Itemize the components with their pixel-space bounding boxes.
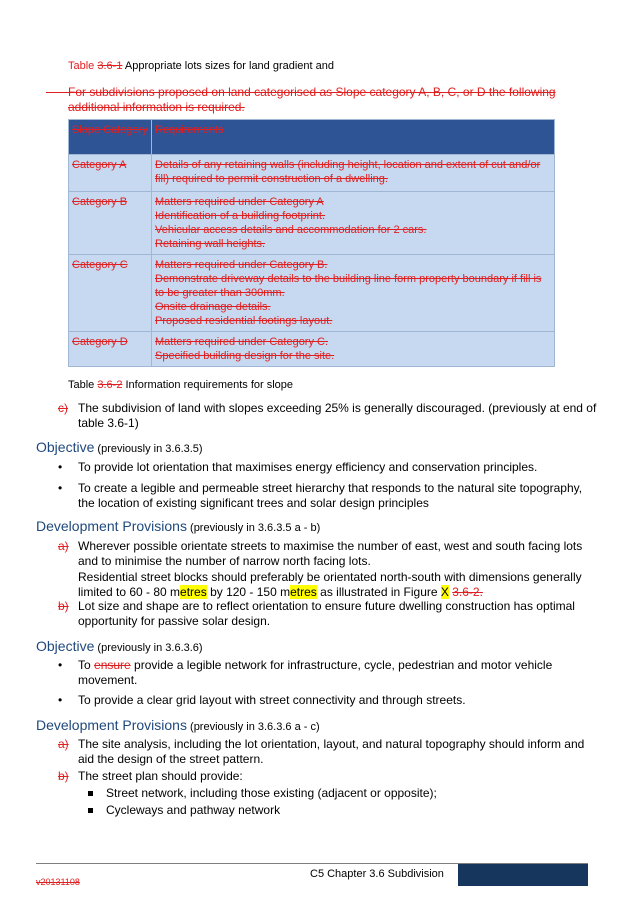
item-text: Lot size and shape are to reflect orientation to ensure future dwelling construction has optimal opportunity for passive solar design. [78, 599, 575, 628]
caption-number-deleted: 3.6-1 [97, 60, 123, 72]
caption-prefix: Table [68, 379, 98, 391]
text-span: provide a legible network for infrastructure, cycle, pedestrian and motor vehicle movement. [78, 658, 553, 687]
section-heading-development-provisions [36, 717, 320, 733]
sub-item-text: Street network, including those existing (adjacent or opposite); [106, 786, 437, 800]
table-row [69, 192, 555, 255]
item-text: The street plan should provide: [78, 769, 243, 783]
square-bullet-icon [88, 808, 93, 813]
table-row [69, 155, 555, 192]
table-cell-category: Category D [69, 332, 152, 367]
deleted-word: ensure [94, 658, 131, 672]
text-span: Residential street blocks should preferably be orientated north-south with dimensions generally limited to 60 - 80 m [78, 570, 582, 599]
heading-text: Objective [36, 638, 95, 654]
period-deleted: . [479, 585, 483, 599]
heading-text: Objective [36, 439, 95, 455]
table-cell-category: Category A [69, 155, 152, 192]
bullet-icon: • [58, 658, 63, 672]
requirement-line: Demonstrate driveway details to the building line form property boundary if fill is to be greater than 300mm. [155, 273, 542, 299]
heading-note: (previously in 3.6.3.6) [94, 642, 203, 654]
item-c-note: (previously at end of table 3.6-1) [78, 401, 597, 430]
list-letter-deleted: a) [58, 737, 69, 751]
requirement-line: Details of any retaining walls (including height, location and extent of cut and/or fill) required to permit construction of a dwelling. [155, 159, 541, 185]
requirement-line: Onsite drainage details. [155, 301, 271, 313]
caption-title: Information requirements for slope [122, 379, 294, 391]
item-text: Wherever possible orientate streets to maximise the number of east, west and south facing lots and to minimise the number of narrow north facing lots. [78, 539, 583, 568]
bullet-text: To provide lot orientation that maximises energy efficiency and conservation principles. [78, 460, 538, 474]
sub-item-text: Cycleways and pathway network [106, 803, 281, 817]
requirement-line: Matters required under Category C. [155, 336, 329, 348]
table-cell-requirements [152, 255, 555, 332]
list-letter-deleted: a) [58, 539, 69, 553]
table-header-category: Slope Category [69, 120, 152, 155]
slope-requirements-table [68, 119, 555, 367]
table-cell-requirements [152, 332, 555, 367]
caption-number-deleted: 3.6-2 [97, 379, 123, 391]
item-c-body: The subdivision of land with slopes exceeding 25% is generally discouraged. [78, 401, 489, 415]
bullet-text: To create a legible and permeable street hierarchy that responds to the natural site topography, the location of existing significant trees and solar design principles [78, 481, 583, 510]
item-c-text [78, 401, 598, 431]
text-span: as illustrated in [316, 585, 404, 599]
table-header-row [69, 120, 555, 155]
section-heading-objective [36, 439, 203, 455]
figure-reference: Figure [403, 585, 438, 599]
heading-note: (previously in 3.6.3.5 a - b) [186, 522, 321, 534]
text-span: To [78, 658, 95, 672]
table-cell-requirements [152, 192, 555, 255]
bullet-icon: • [58, 693, 63, 707]
bullet-text: To provide a clear grid layout with street connectivity and through streets. [78, 693, 466, 707]
heading-note: (previously in 3.6.3.6 a - c) [186, 721, 320, 733]
highlighted-text: etres [180, 585, 207, 599]
table-cell-category: Category B [69, 192, 152, 255]
requirement-line: Matters required under Category B. [155, 259, 328, 271]
section-heading-development-provisions [36, 518, 320, 534]
requirement-line: Retaining wall heights. [155, 238, 266, 250]
item-text [78, 570, 588, 600]
bullet-text [78, 658, 588, 688]
list-letter-deleted: c) [58, 401, 68, 415]
change-bar [46, 92, 68, 93]
requirement-line: Identification of a building footprint. [155, 210, 326, 222]
figure-number-deleted: 3.6-2 [452, 585, 480, 599]
list-letter-deleted: b) [58, 769, 69, 783]
requirement-line: Specified building design for the site. [155, 350, 335, 362]
table-3-6-1-caption [68, 60, 334, 72]
table-cell-category: Category C [69, 255, 152, 332]
caption-title: Appropriate lots sizes for land gradient and [122, 60, 335, 72]
square-bullet-icon [88, 791, 93, 796]
table-row [69, 332, 555, 367]
footer-color-bar [458, 864, 588, 886]
requirement-line: Vehicular access details and accommodation for 2 cars. [155, 224, 427, 236]
table-cell-requirements [152, 155, 555, 192]
caption-prefix: Table [68, 60, 98, 72]
highlighted-text: etres [290, 585, 317, 599]
footer-chapter-title: C5 Chapter 3.6 Subdivision [310, 868, 444, 880]
item-text: The site analysis, including the lot orientation, layout, and natural topography should inform and aid the design of the street pattern. [78, 737, 585, 766]
section-heading-objective [36, 638, 203, 654]
highlighted-figure-x: X [440, 585, 449, 599]
table-3-6-2-caption [68, 379, 293, 391]
intro-deleted-paragraph: For subdivisions proposed on land categorised as Slope category A, B, C, or D the following additional information is required. [68, 85, 556, 114]
text-span: by 120 - 150 m [206, 585, 291, 599]
footer-version-deleted: v20131108 [36, 877, 80, 887]
bullet-icon: • [58, 460, 63, 474]
heading-text: Development Provisions [36, 518, 187, 534]
heading-note: (previously in 3.6.3.5) [94, 443, 203, 455]
table-row [69, 255, 555, 332]
list-letter-deleted: b) [58, 599, 69, 613]
requirement-line: Matters required under Category A [155, 196, 324, 208]
requirement-line: Proposed residential footings layout. [155, 315, 333, 327]
bullet-icon: • [58, 481, 63, 495]
heading-text: Development Provisions [36, 717, 187, 733]
table-header-requirements: Requirements [152, 120, 555, 155]
